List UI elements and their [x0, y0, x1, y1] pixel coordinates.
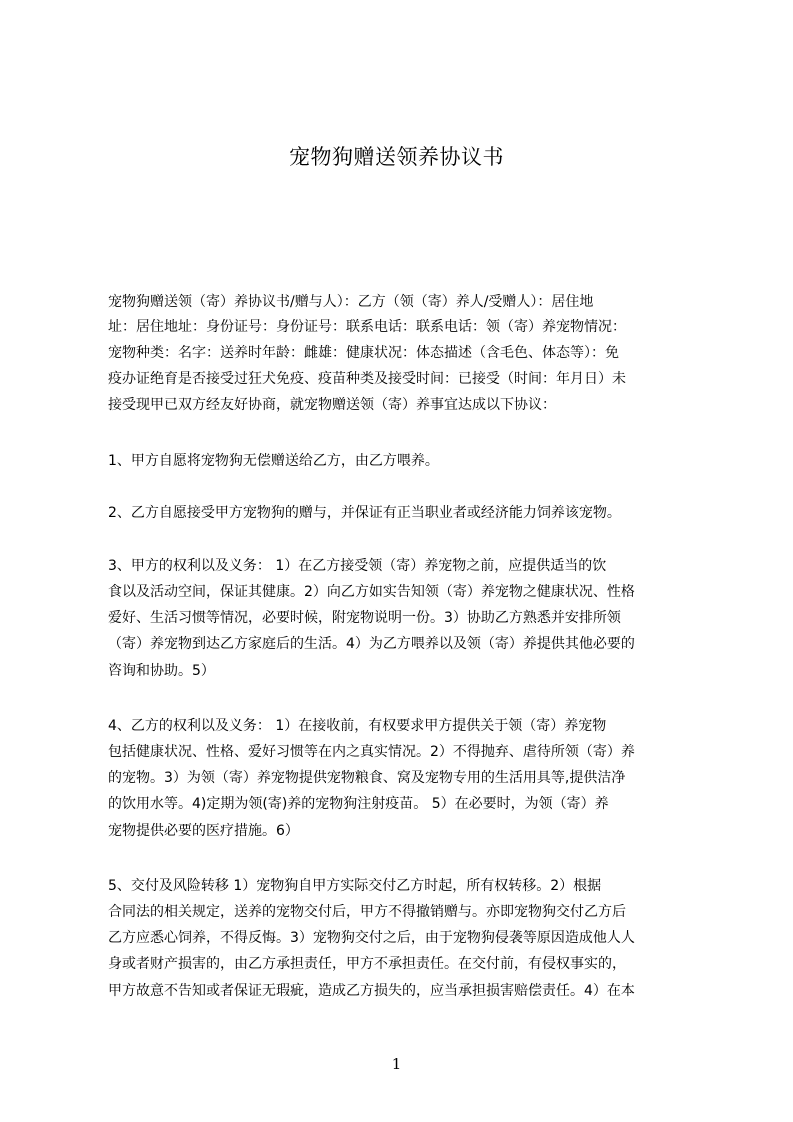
clause-4-line: 的饮用水等。4)定期为领(寄)养的宠物狗注射疫苗。 5）在必要时，为领（寄）养: [108, 796, 609, 812]
document-title: 宠物狗赠送领养协议书: [289, 145, 504, 169]
clause-3-line: 咨询和协助。5）: [108, 663, 215, 679]
intro-line: 宠物狗赠送领（寄）养协议书/赠与人）：乙方（领（寄）养人/受赠人）：居住地: [108, 294, 594, 310]
clause-5-line: 乙方应悉心饲养，不得反悔。3）宠物狗交付之后，由于宠物狗侵袭等原因造成他人人: [108, 930, 635, 946]
intro-line: 址：居住地址：身份证号：身份证号：联系电话：联系电话：领（寄）养宠物情况：: [108, 319, 626, 335]
page-number: 1: [391, 1055, 402, 1073]
clause-4-line: 4、乙方的权利以及义务： 1）在接收前，有权要求甲方提供关于领（寄）养宠物: [108, 718, 607, 734]
clause-3-line: 食以及活动空间，保证其健康。2）向乙方如实告知领（寄）养宠物之健康状况、性格: [108, 584, 635, 600]
clause-5-line: 甲方故意不告知或者保证无瑕疵，造成乙方损失的，应当承担损害赔偿责任。4）在本: [108, 983, 635, 999]
clause-3-line: （寄）养宠物到达乙方家庭后的生活。4）为乙方喂养以及领（寄）养提供其他必要的: [108, 636, 635, 652]
intro-line: 疫办证绝育是否接受过狂犬免疫、疫苗种类及接受时间：已接受（时间：年月日）未: [108, 371, 626, 387]
clause-3-line: 3、甲方的权利以及义务： 1）在乙方接受领（寄）养宠物之前，应提供适当的饮: [108, 558, 607, 574]
clause-1-line: 1、甲方自愿将宠物狗无偿赠送给乙方，由乙方喂养。: [108, 453, 439, 469]
clause-5-line: 合同法的相关规定，送养的宠物交付后，甲方不得撤销赠与。亦即宠物狗交付乙方后: [108, 904, 626, 920]
clause-4-line: 的宠物。3）为领（寄）养宠物提供宠物粮食、窝及宠物专用的生活用具等,提供洁净: [108, 770, 626, 786]
clause-3-line: 爱好、生活习惯等情况，必要时候，附宠物说明一份。3）协助乙方熟悉并安排所领: [108, 610, 621, 626]
clause-5-line: 身或者财产损害的，由乙方承担责任，甲方不承担责任。在交付前，有侵权事实的，: [108, 956, 626, 972]
clause-5-line: 5、交付及风险转移 1）宠物狗自甲方实际交付乙方时起，所有权转移。2）根据: [108, 878, 602, 894]
clause-4-line: 宠物提供必要的医疗措施。6）: [108, 823, 299, 839]
intro-line: 接受现甲已双方经友好协商，就宠物赠送领（寄）养事宜达成以下协议：: [108, 397, 556, 413]
clause-2-line: 2、乙方自愿接受甲方宠物狗的赠与，并保证有正当职业者或经济能力饲养该宠物。: [108, 505, 621, 521]
intro-line: 宠物种类：名字：送养时年龄：雌雄：健康状况：体态描述（含毛色、体态等）：免: [108, 345, 619, 361]
clause-4-line: 包括健康状况、性格、爱好习惯等在内之真实情况。2）不得抛弃、虐待所领（寄）养: [108, 744, 635, 760]
